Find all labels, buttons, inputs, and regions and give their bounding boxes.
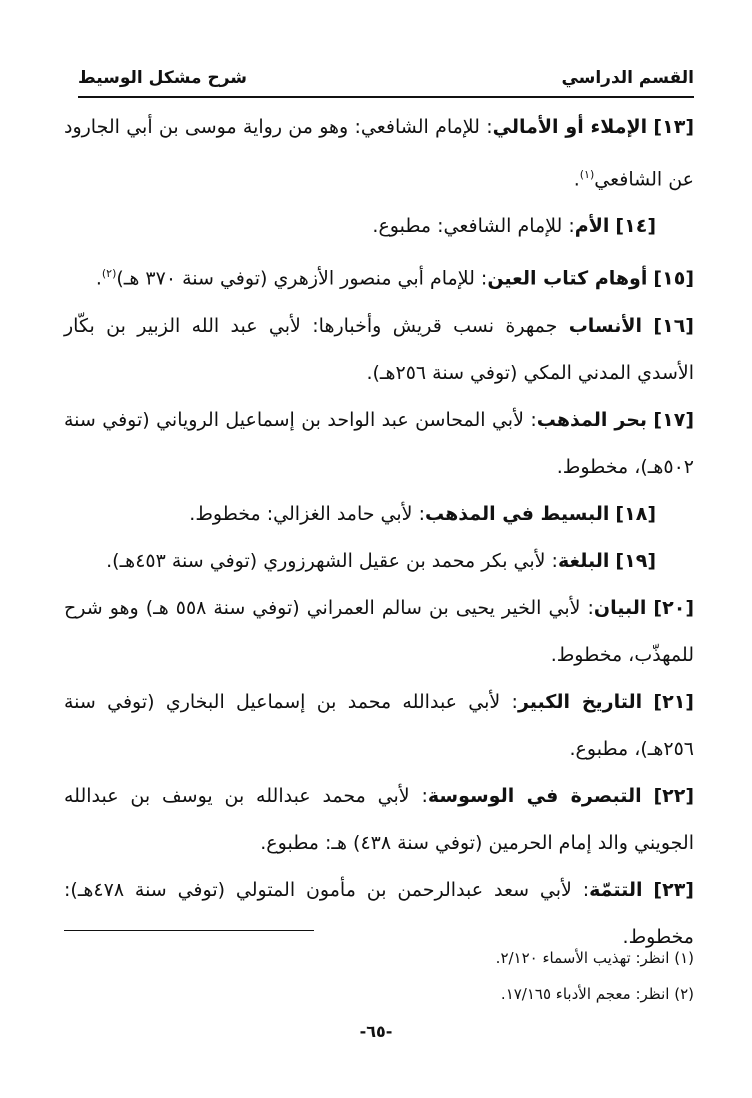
bibliography-entry	[64, 203, 694, 250]
entry-title: الإملاء أو الأمالي	[492, 116, 648, 138]
entry-separator: :	[580, 596, 594, 619]
entry-end: .	[573, 168, 580, 191]
bibliography-entry	[64, 773, 694, 867]
entry-number: [٢١]	[653, 690, 694, 713]
entry-text: لأبي محمد عبدالله بن يوسف بن عبدالله الجويني والد إمام الحرمين (توفي سنة ٤٣٨) هـ: مطبوع.	[64, 784, 694, 854]
entry-number: [٢٣]	[653, 878, 694, 901]
entry-end: .	[95, 267, 102, 290]
entry-separator: :	[479, 116, 493, 138]
entry-title: بحر المذهب	[536, 408, 648, 431]
entry-number: [١٨]	[615, 502, 656, 525]
header-section: القسم الدراسي	[561, 68, 694, 88]
entry-number: [١٣]	[653, 116, 694, 138]
footnote: (١) انظر: تهذيب الأسماء ٢/١٢٠.	[495, 949, 694, 967]
entry-title: التاريخ الكبير	[517, 690, 643, 713]
bibliography-entry	[64, 585, 694, 679]
footnote-ref[interactable]: (٢)	[101, 267, 117, 281]
entry-text: لأبي الخير يحيى بن سالم العمراني (توفي سنة ٥٥٨ هـ) وهو شرح للمهذّب، مخطوط.	[64, 596, 694, 666]
entry-text: لأبي المحاسن عبد الواحد بن إسماعيل الروياني (توفي سنة ٥٠٢هـ)، مخطوط.	[64, 408, 694, 478]
bibliography-entry	[64, 538, 694, 585]
entry-number: [٢٢]	[653, 784, 695, 807]
entry-separator: :	[562, 215, 575, 238]
entry-separator: :	[545, 549, 558, 572]
entry-separator: :	[412, 502, 425, 525]
entry-text: لأبي عبدالله محمد بن إسماعيل البخاري (توفي سنة ٢٥٦هـ)، مطبوع.	[64, 690, 694, 760]
entry-number: [١٥]	[653, 267, 694, 290]
entry-number: [١٩]	[615, 549, 656, 572]
bibliography-entry	[64, 397, 694, 491]
entry-separator	[557, 315, 568, 337]
bibliography-entry	[64, 491, 694, 538]
entry-number: [٢٠]	[653, 596, 694, 619]
footnote-ref[interactable]: (١)	[579, 168, 595, 181]
entry-title: التبصرة في الوسوسة	[427, 784, 642, 807]
entry-separator: :	[523, 408, 537, 431]
entry-separator: :	[500, 690, 518, 713]
entry-title: البسيط في المذهب	[424, 502, 610, 525]
bibliography-entry	[64, 679, 694, 773]
entry-number: [١٧]	[653, 408, 694, 431]
page-number: -٦٥-	[359, 1022, 393, 1041]
bibliography-entry	[64, 250, 694, 302]
running-header	[78, 64, 694, 92]
entry-number: [١٦]	[653, 314, 694, 337]
bibliography-entry	[64, 104, 694, 203]
header-book-title: شرح مشكل الوسيط	[78, 68, 247, 88]
entry-title: البلغة	[557, 549, 610, 572]
entry-text: للإمام الشافعي: مطبوع.	[372, 215, 563, 238]
entry-title: أوهام كتاب العين	[487, 267, 648, 290]
entry-title: البيان	[593, 596, 647, 619]
bibliography-list	[64, 104, 694, 961]
entry-text: للإمام الشافعي: وهو من رواية موسى بن أبي الجارود عن الشافعي	[64, 116, 694, 191]
footnote: (٢) انظر: معجم الأدباء ١٧/١٦٥.	[500, 985, 694, 1003]
entry-text: لأبي بكر محمد بن عقيل الشهرزوري (توفي سنة ٤٥٣هـ).	[106, 549, 546, 572]
entry-title: الأنساب	[568, 314, 643, 337]
entry-separator: :	[571, 878, 590, 901]
entry-separator: :	[474, 267, 488, 290]
footnote-rule	[64, 930, 314, 931]
entry-title: الأم	[574, 215, 610, 238]
footnotes	[64, 940, 694, 1012]
bibliography-entry	[64, 303, 694, 397]
entry-title: التتمّة	[589, 878, 643, 901]
entry-text: للإمام أبي منصور الأزهري (توفي سنة ٣٧٠ هـ)	[116, 267, 475, 290]
entry-text: جمهرة نسب قريش وأخبارها: لأبي عبد الله الزبير بن بكّار الأسدي المدني المكي (توفي سنة ٢٥٦هـ).	[64, 314, 694, 384]
entry-text: لأبي سعد عبدالرحمن بن مأمون المتولي (توفي سنة ٤٧٨هـ): مخطوط.	[64, 878, 694, 948]
entry-number: [١٤]	[615, 215, 656, 238]
header-rule	[78, 96, 694, 98]
entry-separator: :	[409, 784, 428, 807]
entry-text: لأبي حامد الغزالي: مخطوط.	[189, 502, 413, 525]
